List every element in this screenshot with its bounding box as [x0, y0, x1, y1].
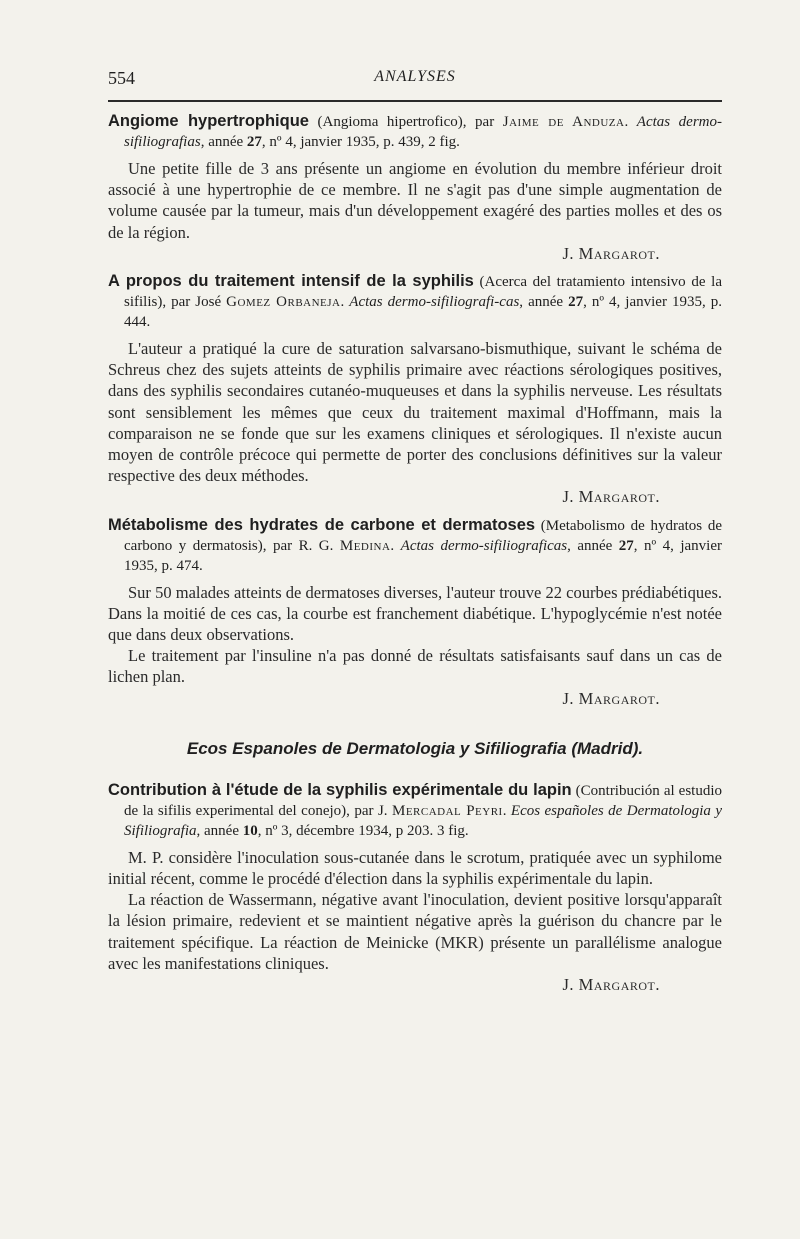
journal-name: Actas dermo-sifiliograficas — [400, 537, 568, 554]
journal-name: Ecos españoles de Dermatologia y Sifiliografia — [124, 802, 722, 839]
volume-number: 27 — [246, 134, 262, 150]
article-angiome — [108, 112, 722, 264]
journal-name: Actas dermo-sifiliografias — [124, 114, 723, 150]
author-name: Gomez Orbaneja — [226, 294, 341, 311]
signature: J. Margarot. — [562, 975, 660, 995]
author-name: Medina — [339, 537, 391, 554]
page-number: 554 — [108, 68, 135, 88]
article-body — [108, 338, 722, 508]
header-rule — [108, 100, 722, 102]
author-name: Jaime de Anduza — [502, 114, 625, 130]
journal-name: Actas dermo-sifiliografi-cas — [349, 294, 520, 311]
paragraph: La réaction de Wassermann, négative avant l'inoculation, devient positive lorsqu'apparaît la lésion primaire, redevient et se maintient négative après la guérison du chancre par le traitement spécifique. La réaction de Meinicke (MKR) présente un parallélisme analogue avec les manifestations cliniques. — [108, 890, 722, 973]
running-head-title: ANALYSES — [374, 68, 456, 85]
article-syphilis-lapin — [108, 781, 722, 995]
article-metabolisme — [108, 516, 722, 709]
article-body — [108, 847, 722, 995]
paragraph: L'auteur a pratiqué la cure de saturation salvarsano-bismuthique, suivant le schéma de Schreus chez des sujets atteints de syphilis primaire avec réactions sérologiques positives, dans des syphilis secondaires cutanéo-muqueuses et dans la syphilis nerveuse. Les résultats sont sensiblement les mêmes que ceux du traitement maximal d'Hoffmann, mais la comparaison ne se fonde que sur les examens cliniques et sérologiques. Il n'existe aucun moyen de contrôle précoce qui permette de porter des conclusions définitives sur la valeur respective des deux méthodes. — [108, 339, 722, 486]
paragraph: Une petite fille de 3 ans présente un angiome en évolution du membre inférieur droit associé à une hypertrophie de ce membre. Il ne s'agit pas d'une simple augmentation de volume causée par la tumeur, mais d'un développement exagéré des parties molles et des os de la région. — [108, 159, 722, 242]
article-title: Angiome hypertrophique — [108, 112, 309, 130]
article-traitement-syphilis — [108, 272, 722, 508]
article-body — [108, 582, 722, 709]
signature: J. Margarot. — [562, 688, 660, 708]
paragraph: Le traitement par l'insuline n'a pas donné de résultats satisfaisants sauf dans un cas de lichen plan. — [108, 646, 722, 687]
signature: J. Margarot. — [562, 243, 660, 263]
paragraph: M. P. considère l'inoculation sous-cutanée dans le scrotum, pratiquée avec un syphilome initial récent, comme le procédé d'élection dans la syphilis expérimentale du lapin. — [108, 847, 722, 889]
article-heading: Contribution à l'étude de la syphilis expérimentale du lapin (Contribución al estudio de la sifilis experimental del conejo), par J. Mercadal Peyri. Ecos españoles de Dermatologia y Sifiliografia, année 10, nº 3, décembre 1934, p 203. 3 fig. — [108, 780, 723, 839]
section-title: Ecos Espanoles de Dermatologia y Sifiliografia (Madrid). — [186, 738, 644, 758]
article-title: Métabolisme des hydrates de carbone et dermatoses — [108, 515, 536, 534]
content — [108, 112, 722, 995]
article-heading: Angiome hypertrophique (Angioma hipertrofico), par Jaime de Anduza. Actas dermo-sifiliografias, année 27, nº 4, janvier 1935, p. 439, 2 fig. — [108, 112, 723, 150]
article-body — [108, 158, 722, 264]
article-title: Contribution à l'étude de la syphilis expérimentale du lapin — [108, 780, 572, 799]
volume-number: 27 — [568, 294, 584, 311]
article-title: A propos du traitement intensif de la syphilis — [108, 272, 474, 291]
volume-number: 10 — [242, 822, 258, 839]
signature: J. Margarot. — [562, 487, 660, 507]
article-heading: Métabolisme des hydrates de carbone et dermatoses (Metabolismo de hydratos de carbono y dermatosis), par R. G. Medina. Actas dermo-sifiliograficas, année 27, nº 4, janvier 1935, p. 474. — [108, 515, 723, 574]
running-head — [108, 68, 722, 92]
paragraph: Sur 50 malades atteints de dermatoses diverses, l'auteur trouve 22 courbes prédiabétiques. Dans la moitié de ces cas, la courbe est franchement diabétique. L'hypoglycémie n'est notée que dans deux observations. — [108, 582, 722, 645]
volume-number: 27 — [618, 537, 634, 554]
article-heading: A propos du traitement intensif de la syphilis (Acerca del tratamiento intensivo de la sifilis), par José Gomez Orbaneja. Actas dermo-sifiliografi-cas, année 27, nº 4, janvier 1935, p. 444. — [108, 272, 722, 331]
author-name: Mercadal Peyri — [391, 802, 503, 819]
